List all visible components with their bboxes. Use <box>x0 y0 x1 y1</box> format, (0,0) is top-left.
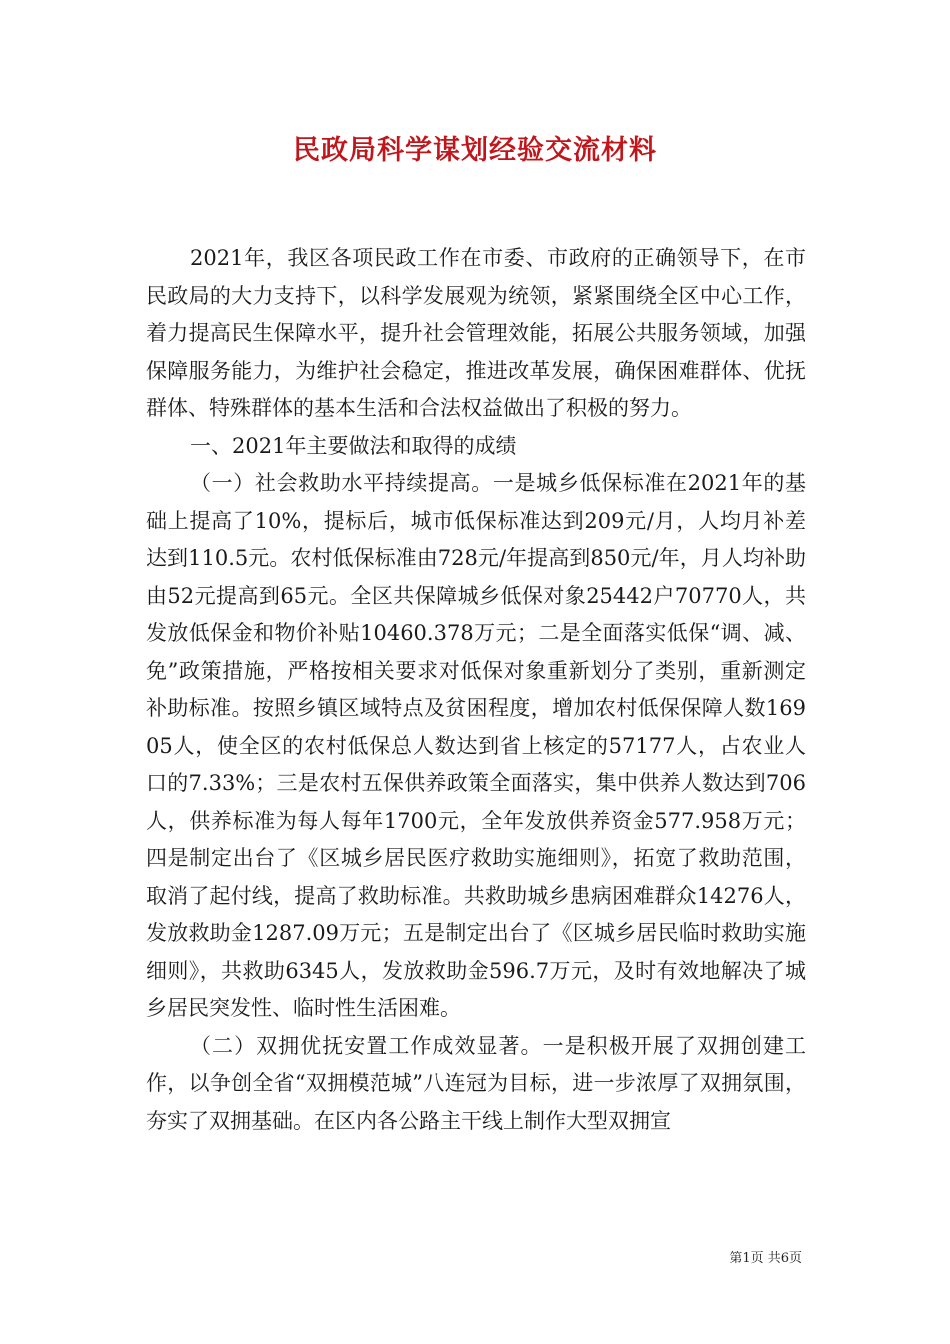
section-heading: 一、2021年主要做法和取得的成绩 <box>190 433 517 458</box>
document-title: 民政局科学谋划经验交流材料 <box>293 135 657 166</box>
social-assistance-paragraph: （一）社会救助水平持续提高。一是城乡低保标准在2021年的基础上提高了10%，提标后，城市低保标准达到209元/月，人均月补差达到110.5元。农村低保标准由728元/年提高到850元/年，月人均补助由52元提高到65元。全区共保障城乡低保对象25442户70770人，共发放低保金和物价补贴10460.378万元；二是全面落实低保“调、减、免”政策措施，严格按相关要求对低保对象重新划分了类别，重新测定补助标准。按照乡镇区域特点及贫困程度，增加农村低保保障人数16905人，使全区的农村低保总人数达到省上核定的57177人，占农业人口的7.33%；三是农村五保供养政策全面落实，集中供养人数达到706人，供养标准为每人每年1700元，全年发放供养资金577.958万元；四是制定出台了《区城乡居民医疗救助实施细则》，拓宽了救助范围，取消了起付线，提高了救助标准。共救助城乡患病困难群众14276人，发放救助金1287.09万元；五是制定出台了《区城乡居民临时救助实施细则》，共救助6345人，发放救助金596.7万元，及时有效地解决了城乡居民突发性、临时性生活困难。 <box>146 471 806 1020</box>
page-number: 第1页 共6页 <box>729 1251 802 1266</box>
military-support-paragraph: （二）双拥优抚安置工作成效显著。一是积极开展了双拥创建工作，以争创全省“双拥模范城”八连冠为目标，进一步浓厚了双拥氛围，夯实了双拥基础。在区内各公路主干线上制作大型双拥宣 <box>146 1033 806 1133</box>
intro-paragraph: 2021年，我区各项民政工作在市委、市政府的正确领导下，在市民政局的大力支持下，以科学发展观为统领，紧紧围绕全区中心工作，着力提高民生保障水平，提升社会管理效能，拓展公共服务领域，加强保障服务能力，为维护社会稳定，推进改革发展，确保困难群体、优抚群体、特殊群体的基本生活和合法权益做出了积极的努力。 <box>146 246 806 420</box>
document-body <box>146 240 806 1140</box>
